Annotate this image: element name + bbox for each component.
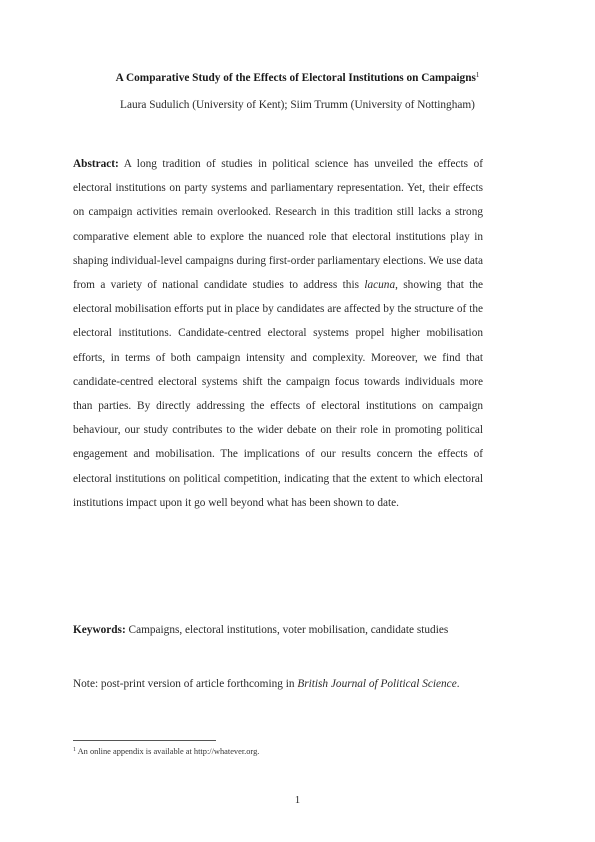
paper-title-text: A Comparative Study of the Effects of Electoral Institutions on Campaigns — [115, 72, 476, 84]
footnote — [73, 747, 473, 756]
title-footnote-mark: 1 — [475, 71, 480, 79]
abstract-paragraph — [73, 152, 483, 515]
publication-note — [73, 678, 493, 690]
keywords-label: Keywords: — [73, 624, 126, 636]
paper-title — [0, 71, 595, 84]
keywords-text: Campaigns, electoral institutions, voter mobilisation, candidate studies — [125, 624, 449, 636]
journal-name: British Journal of Political Science — [297, 678, 457, 690]
keywords-line — [73, 624, 493, 636]
footnote-mark: 1 — [73, 747, 76, 753]
note-text-part-1: Note: post-print version of article forthcoming in — [73, 678, 298, 690]
footnote-text: An online appendix is available at http://whatever.org. — [76, 747, 260, 756]
abstract-italic-term: lacuna — [364, 279, 396, 292]
page-number: 1 — [294, 795, 301, 806]
note-text-part-2: . — [456, 678, 460, 690]
abstract-text-part-2: , showing that the electoral mobilisation efforts put in place by candidates are affected by the structure of the electoral institutions. Candidate-centred electoral systems propel higher mobilisation efforts, in terms of both campaign intensity and complexity. Moreover, we find that candidate-centred electoral systems shift the campaign focus towards individuals more than parties. By directly addressing the effects of electoral institutions on campaign behaviour, our study contributes to the wider debate on their role in promoting political engagement and mobilisation. The implications of our results concern the effects of electoral institutions on political competition, indicating that the extent to which electoral institutions impact upon it go well beyond what has been shown to date. — [73, 279, 484, 509]
abstract-text-part-1: A long tradition of studies in political science has unveiled the effects of electoral institutions on party systems and parliamentary representation. Yet, their effects on campaign activities remain overlooked. Research in this tradition still lacks a strong comparative element able to explore the nuanced role that electoral institutions play in shaping individual-level campaigns during first-order parliamentary elections. We use data from a variety of national candidate studies to address this — [73, 158, 483, 292]
abstract-label: Abstract: — [73, 158, 119, 170]
author-line: Laura Sudulich (University of Kent); Siim Trumm (University of Nottingham) — [120, 99, 475, 111]
footnote-divider — [73, 740, 216, 741]
